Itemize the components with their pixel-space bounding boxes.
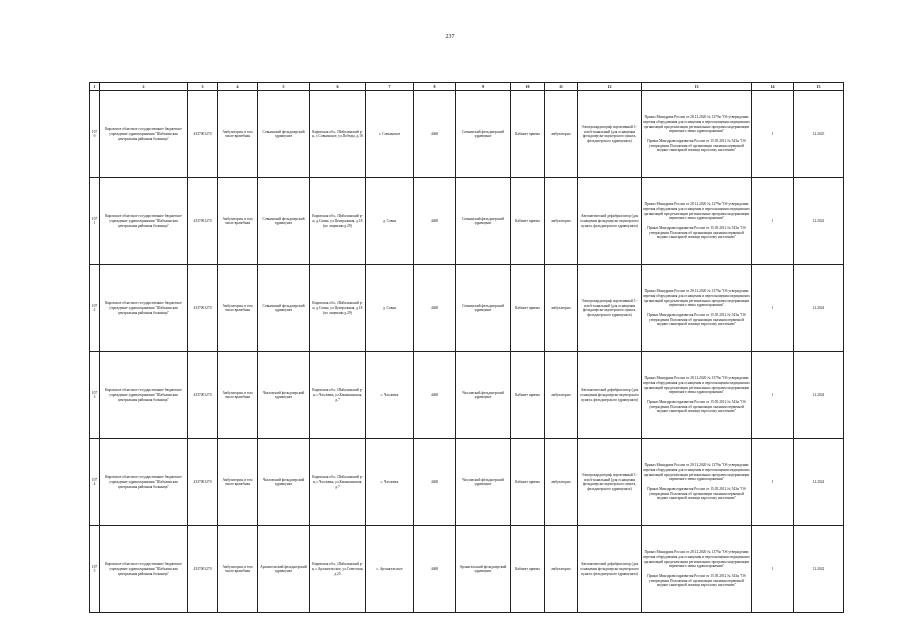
placement: Совьинский фельдшерский здравпункт bbox=[456, 178, 511, 265]
unit-name: Совьинский фельдшерский здравпункт bbox=[258, 178, 310, 265]
equipment-name: Электрокардиограф портативный 3 - или 6-канальный (для оснащения фельдшерско-акушерского пункта, фельдшерского здравпункта) bbox=[578, 91, 642, 178]
placement: Совьинский фельдшерский здравпункт bbox=[456, 265, 511, 352]
normative-act-1: Приказ Минздрава России от 28.12.2020 № 1379н "Об утверждении перечня оборудования для оснащения и переоснащения медицинских организаций при реализации региональных программ модернизации первичного звена здравоохранения" bbox=[643, 376, 750, 395]
normative-act-2: Приказ Минздравсоцразвития России от 15.05.2012 № 543н "Об утверждении Положения об организации оказания первичной медико-санитарной помощи взрослому населению" bbox=[647, 400, 746, 414]
column-header: 2 bbox=[100, 83, 188, 91]
organization-inn: 4337001270 bbox=[188, 265, 218, 352]
column-header: 13 bbox=[642, 83, 752, 91]
quantity: 1 bbox=[752, 178, 794, 265]
row-number: 1071 bbox=[90, 178, 100, 265]
quantity: 1 bbox=[752, 352, 794, 439]
subdivision-type: Амбулатория, в том числе врачебная bbox=[218, 439, 258, 526]
room: Кабинет приема bbox=[511, 91, 545, 178]
code: 4468 bbox=[414, 439, 456, 526]
table-row bbox=[90, 178, 844, 265]
unit-name: Чахловский фельдшерский здравпункт bbox=[258, 439, 310, 526]
code: 4468 bbox=[414, 91, 456, 178]
row-number: 1072 bbox=[90, 265, 100, 352]
column-header: 10 bbox=[511, 83, 545, 91]
column-header: 5 bbox=[258, 83, 310, 91]
page-number: 237 bbox=[445, 34, 455, 40]
deadline: 12.2025 bbox=[794, 91, 844, 178]
normative-acts bbox=[642, 526, 752, 613]
subdivision-type: Амбулатория, в том числе врачебная bbox=[218, 178, 258, 265]
normative-acts bbox=[642, 91, 752, 178]
room: Кабинет приема bbox=[511, 265, 545, 352]
care-type: амбулаторно bbox=[545, 526, 578, 613]
code: 4468 bbox=[414, 352, 456, 439]
organization-name: Кировское областное государственное бюджетное учреждение здравоохранения "Шабалинская центральная районная больница" bbox=[100, 91, 188, 178]
normative-acts bbox=[642, 439, 752, 526]
deadline: 12.2024 bbox=[794, 352, 844, 439]
unit-address: Кировская обл., Шабалинский р-н, с.Чахловка, ул.Камышинская, д.7 bbox=[310, 352, 366, 439]
unit-name: Чахловский фельдшерский здравпункт bbox=[258, 352, 310, 439]
subdivision-type: Амбулатория, в том числе врачебная bbox=[218, 265, 258, 352]
organization-inn: 4337001270 bbox=[188, 178, 218, 265]
column-number-row bbox=[90, 83, 844, 91]
unit-name: Совьинский фельдшерский здравпункт bbox=[258, 91, 310, 178]
organization-name: Кировское областное государственное бюджетное учреждение здравоохранения "Шабалинская центральная районная больница" bbox=[100, 265, 188, 352]
subdivision-type: Амбулатория, в том числе врачебная bbox=[218, 352, 258, 439]
deadline: 12.2024 bbox=[794, 265, 844, 352]
unit-name: Совьинский фельдшерский здравпункт bbox=[258, 265, 310, 352]
settlement: с. Архангельское bbox=[366, 526, 414, 613]
column-header: 9 bbox=[456, 83, 511, 91]
column-header: 8 bbox=[414, 83, 456, 91]
equipment-name: Автоматический дефибриллятор (для оснащения фельдшерско-акушерского пункта, фельдшерского здравпункта) bbox=[578, 178, 642, 265]
column-header: 4 bbox=[218, 83, 258, 91]
normative-act-1: Приказ Минздрава России от 28.12.2020 № 1379н "Об утверждении перечня оборудования для оснащения и переоснащения медицинских организаций при реализации региональных программ модернизации первичного звена здравоохранения" bbox=[643, 115, 750, 134]
table-row bbox=[90, 352, 844, 439]
settlement: с. Совьинское bbox=[366, 91, 414, 178]
equipment-name: Электрокардиограф портативный 3 - или 6-канальный (для оснащения фельдшерско-акушерского пункта, фельдшерского здравпункта) bbox=[578, 265, 642, 352]
table-row bbox=[90, 526, 844, 613]
normative-act-2: Приказ Минздравсоцразвития России от 15.05.2012 № 543н "Об утверждении Положения об организации оказания первичной медико-санитарной помощи взрослому населению" bbox=[647, 487, 746, 501]
unit-name: Архангельский фельдшерский здравпункт bbox=[258, 526, 310, 613]
column-header: 1 bbox=[90, 83, 100, 91]
normative-acts bbox=[642, 265, 752, 352]
settlement: д. Совьи bbox=[366, 265, 414, 352]
normative-act-2: Приказ Минздравсоцразвития России от 15.05.2012 № 543н "Об утверждении Положения об организации оказания первичной медико-санитарной помощи взрослому населению" bbox=[647, 139, 746, 153]
care-type: амбулаторно bbox=[545, 178, 578, 265]
placement: Архангельский фельдшерский здравпункт bbox=[456, 526, 511, 613]
unit-address: Кировская обл., Шабалинский р-н, с.Совьинское, ул.Победы, д.16 bbox=[310, 91, 366, 178]
organization-inn: 4337001270 bbox=[188, 352, 218, 439]
quantity: 1 bbox=[752, 91, 794, 178]
normative-act-2: Приказ Минздравсоцразвития России от 15.05.2012 № 543н "Об утверждении Положения об организации оказания первичной медико-санитарной помощи взрослому населению" bbox=[647, 574, 746, 588]
quantity: 1 bbox=[752, 439, 794, 526]
care-type: амбулаторно bbox=[545, 265, 578, 352]
table-row bbox=[90, 265, 844, 352]
quantity: 1 bbox=[752, 526, 794, 613]
equipment-name: Электрокардиограф портативный 3 - или 6-канальный (для оснащения фельдшерско-акушерского пункта, фельдшерского здравпункта) bbox=[578, 439, 642, 526]
organization-inn: 4337001270 bbox=[188, 526, 218, 613]
code: 4468 bbox=[414, 178, 456, 265]
placement: Совьинский фельдшерский здравпункт bbox=[456, 91, 511, 178]
table-row bbox=[90, 439, 844, 526]
code: 4468 bbox=[414, 526, 456, 613]
code: 4468 bbox=[414, 265, 456, 352]
quantity: 1 bbox=[752, 265, 794, 352]
care-type: амбулаторно bbox=[545, 352, 578, 439]
room: Кабинет приема bbox=[511, 178, 545, 265]
subdivision-type: Амбулатория, в том числе врачебная bbox=[218, 91, 258, 178]
row-number: 1075 bbox=[90, 526, 100, 613]
equipment-registry-table bbox=[89, 82, 844, 613]
equipment-name: Автоматический дефибриллятор (для оснащения фельдшерско-акушерского пункта, фельдшерского здравпункта) bbox=[578, 352, 642, 439]
organization-name: Кировское областное государственное бюджетное учреждение здравоохранения "Шабалинская центральная районная больница" bbox=[100, 178, 188, 265]
column-header: 3 bbox=[188, 83, 218, 91]
deadline: 12.2022 bbox=[794, 526, 844, 613]
row-number: 1074 bbox=[90, 439, 100, 526]
unit-address: Кировская обл., Шабалинский р-н, с.Чахловка, ул.Камышинская, д.7 bbox=[310, 439, 366, 526]
settlement: с. Чахловка bbox=[366, 439, 414, 526]
organization-inn: 4337001270 bbox=[188, 91, 218, 178]
normative-act-1: Приказ Минздрава России от 28.12.2020 № 1379н "Об утверждении перечня оборудования для оснащения и переоснащения медицинских организаций при реализации региональных программ модернизации первичного звена здравоохранения" bbox=[643, 289, 750, 308]
unit-address: Кировская обл., Шабалинский р-н, д.Совьи, ул.Центральная, д.18 (по лицензии д.29) bbox=[310, 178, 366, 265]
normative-acts bbox=[642, 178, 752, 265]
room: Кабинет приема bbox=[511, 526, 545, 613]
unit-address: Кировская обл., Шабалинский р-н, с.Архангельское, ул.Советская, д.25 bbox=[310, 526, 366, 613]
room: Кабинет приема bbox=[511, 439, 545, 526]
column-header: 6 bbox=[310, 83, 366, 91]
normative-act-2: Приказ Минздравсоцразвития России от 15.05.2012 № 543н "Об утверждении Положения об организации оказания первичной медико-санитарной помощи взрослому населению" bbox=[647, 313, 746, 327]
normative-act-1: Приказ Минздрава России от 28.12.2020 № 1379н "Об утверждении перечня оборудования для оснащения и переоснащения медицинских организаций при реализации региональных программ модернизации первичного звена здравоохранения" bbox=[643, 550, 750, 569]
organization-inn: 4337001270 bbox=[188, 439, 218, 526]
organization-name: Кировское областное государственное бюджетное учреждение здравоохранения "Шабалинская центральная районная больница" bbox=[100, 352, 188, 439]
normative-act-2: Приказ Минздравсоцразвития России от 15.05.2012 № 543н "Об утверждении Положения об организации оказания первичной медико-санитарной помощи взрослому населению" bbox=[647, 226, 746, 240]
care-type: амбулаторно bbox=[545, 439, 578, 526]
column-header: 7 bbox=[366, 83, 414, 91]
room: Кабинет приема bbox=[511, 352, 545, 439]
organization-name: Кировское областное государственное бюджетное учреждение здравоохранения "Шабалинская центральная районная больница" bbox=[100, 526, 188, 613]
care-type: амбулаторно bbox=[545, 91, 578, 178]
column-header: 12 bbox=[578, 83, 642, 91]
settlement: с. Чахловка bbox=[366, 352, 414, 439]
column-header: 11 bbox=[545, 83, 578, 91]
deadline: 12.2024 bbox=[794, 439, 844, 526]
placement: Чахловский фельдшерский здравпункт bbox=[456, 439, 511, 526]
row-number: 1070 bbox=[90, 91, 100, 178]
subdivision-type: Амбулатория, в том числе врачебная bbox=[218, 526, 258, 613]
row-number: 1073 bbox=[90, 352, 100, 439]
normative-acts bbox=[642, 352, 752, 439]
organization-name: Кировское областное государственное бюджетное учреждение здравоохранения "Шабалинская центральная районная больница" bbox=[100, 439, 188, 526]
table-row bbox=[90, 91, 844, 178]
normative-act-1: Приказ Минздрава России от 28.12.2020 № 1379н "Об утверждении перечня оборудования для оснащения и переоснащения медицинских организаций при реализации региональных программ модернизации первичного звена здравоохранения" bbox=[643, 463, 750, 482]
column-header: 14 bbox=[752, 83, 794, 91]
normative-act-1: Приказ Минздрава России от 28.12.2020 № 1379н "Об утверждении перечня оборудования для оснащения и переоснащения медицинских организаций при реализации региональных программ модернизации первичного звена здравоохранения" bbox=[643, 202, 750, 221]
settlement: д. Совьи bbox=[366, 178, 414, 265]
unit-address: Кировская обл., Шабалинский р-н, д.Совьи, ул.Центральная, д.18 (по лицензии д.29) bbox=[310, 265, 366, 352]
placement: Чахловский фельдшерский здравпункт bbox=[456, 352, 511, 439]
deadline: 12.2022 bbox=[794, 178, 844, 265]
equipment-name: Автоматический дефибриллятор (для оснащения фельдшерско-акушерского пункта, фельдшерского здравпункта) bbox=[578, 526, 642, 613]
column-header: 15 bbox=[794, 83, 844, 91]
